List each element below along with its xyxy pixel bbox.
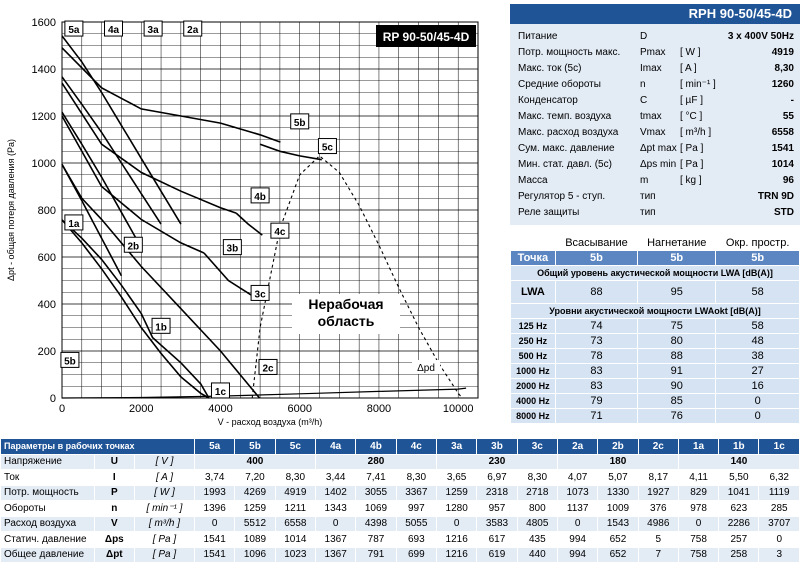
bottom-value: 1993: [195, 485, 235, 501]
spec-unit: [ µF ]: [680, 95, 703, 106]
bottom-value: 699: [396, 547, 436, 563]
y-tick-label: 400: [37, 299, 56, 311]
spec-row: [510, 109, 800, 125]
acoustic-band-freq: 1000 Hz: [511, 364, 556, 379]
y-axis-label: Δpt - общая потеря давления (Pa): [6, 139, 16, 281]
point-label: 3a: [147, 25, 159, 37]
point-label: 5c: [321, 142, 334, 154]
acoustic-point: 5b: [716, 251, 800, 266]
bottom-value: 435: [517, 532, 557, 548]
bottom-value: 758: [678, 532, 718, 548]
acoustic-lwa-value: 95: [638, 281, 716, 304]
acoustic-lwa-label: LWA: [511, 281, 556, 304]
chart-panel: [0, 0, 505, 435]
bottom-row-unit: [ Pa ]: [134, 547, 194, 563]
bottom-row-symbol: Δpt: [94, 547, 134, 563]
bottom-value: 997: [396, 501, 436, 517]
spec-unit: [ Pa ]: [680, 143, 704, 154]
point-label: 1b: [155, 322, 167, 334]
spec-sym: Δpt max: [640, 143, 677, 154]
acoustic-band-value: 0: [716, 394, 800, 409]
bottom-row-unit: [ min⁻¹ ]: [134, 501, 194, 517]
acoustic-band-value: 58: [716, 319, 800, 334]
bottom-point-header: 4a: [316, 439, 356, 455]
bottom-value: 376: [638, 501, 678, 517]
bottom-row-name: Обороты: [1, 501, 95, 517]
acoustic-band-value: 16: [716, 379, 800, 394]
bottom-value: 2286: [719, 516, 759, 532]
bottom-value: 8,30: [275, 470, 315, 486]
bottom-row-name: Общее давление: [1, 547, 95, 563]
bottom-value: 1073: [557, 485, 597, 501]
acoustic-band-value: 80: [638, 334, 716, 349]
spec-row: [510, 61, 800, 77]
bottom-value: 3367: [396, 485, 436, 501]
bottom-value: 3707: [759, 516, 800, 532]
bottom-row-unit: [ V ]: [134, 454, 194, 470]
point-label: 5a: [68, 25, 80, 37]
y-tick-label: 800: [37, 205, 56, 217]
bottom-point-header: 4c: [396, 439, 436, 455]
bottom-value: 1041: [719, 485, 759, 501]
bottom-value: 0: [316, 516, 356, 532]
spec-unit: [ Pa ]: [680, 159, 704, 170]
point-label: 1a: [68, 218, 80, 230]
spec-sym: Vmax: [640, 127, 666, 138]
acoustic-band-value: 83: [555, 364, 637, 379]
spec-row: [510, 125, 800, 141]
acoustic-band-value: 71: [555, 409, 637, 424]
bottom-value: 617: [477, 532, 517, 548]
bottom-value: 1396: [195, 501, 235, 517]
bottom-row-symbol: n: [94, 501, 134, 517]
spec-row: [510, 205, 800, 221]
bottom-value: 5,50: [719, 470, 759, 486]
bottom-row-symbol: P: [94, 485, 134, 501]
spec-label: Мин. стат. давл. (5c): [518, 159, 612, 170]
bottom-value: 5: [638, 532, 678, 548]
bottom-value: 1280: [436, 501, 476, 517]
operating-points-table: [0, 438, 800, 563]
bottom-point-header: 3b: [477, 439, 517, 455]
bottom-value: 2318: [477, 485, 517, 501]
spec-label: Макс. расход воздуха: [518, 127, 619, 138]
bottom-value: 8,17: [638, 470, 678, 486]
bottom-point-header: 5c: [275, 439, 315, 455]
acoustic-band-freq: 4000 Hz: [511, 394, 556, 409]
bottom-value: 3583: [477, 516, 517, 532]
spec-sym: тип: [640, 207, 656, 218]
spec-row: [510, 77, 800, 93]
bottom-value: 0: [759, 532, 800, 548]
spec-sym: tmax: [640, 111, 662, 122]
spec-sym: Imax: [640, 63, 662, 74]
acoustic-band-value: 0: [716, 409, 800, 424]
region-label-line2: область: [317, 313, 375, 329]
bottom-point-header: 1a: [678, 439, 718, 455]
bottom-group-value: 230: [436, 454, 557, 470]
pd-label: Δpd: [417, 363, 435, 374]
bottom-value: 6,32: [759, 470, 800, 486]
bottom-value: 1543: [598, 516, 638, 532]
point-label: 2b: [127, 241, 140, 253]
point-label: 2c: [262, 363, 274, 375]
bottom-value: 0: [678, 516, 718, 532]
bottom-value: 652: [598, 547, 638, 563]
spec-value: 1014: [771, 159, 794, 170]
bottom-value: 285: [759, 501, 800, 517]
bottom-value: 5512: [235, 516, 275, 532]
spec-label: Средние обороты: [518, 79, 601, 90]
point-label: 4a: [107, 25, 120, 37]
point-label: 1c: [214, 386, 227, 398]
bottom-row-symbol: Δps: [94, 532, 134, 548]
bottom-row-symbol: V: [94, 516, 134, 532]
bottom-value: 1119: [759, 485, 800, 501]
bottom-value: 1089: [235, 532, 275, 548]
fan-curve-chart: [0, 0, 505, 435]
spec-sym: m: [640, 175, 649, 186]
spec-row: [510, 93, 800, 109]
bottom-row-unit: [ Pa ]: [134, 532, 194, 548]
acoustic-lwa-value: 58: [716, 281, 800, 304]
acoustic-total-title: Общий уровень акустической мощности LWA [dB(A)]: [511, 266, 800, 281]
spec-unit: [ A ]: [680, 63, 697, 74]
spec-unit: [ m³/h ]: [680, 127, 712, 138]
bottom-value: 1402: [316, 485, 356, 501]
acoustic-point: 5b: [638, 251, 716, 266]
bottom-group-value: 180: [557, 454, 678, 470]
bottom-point-header: 3c: [517, 439, 557, 455]
bottom-value: 4398: [356, 516, 396, 532]
point-label: 2a: [187, 25, 199, 37]
bottom-value: 1343: [316, 501, 356, 517]
bottom-value: 4,07: [557, 470, 597, 486]
bottom-value: 1541: [195, 532, 235, 548]
bottom-point-header: 2a: [557, 439, 597, 455]
spec-unit: [ min⁻¹ ]: [680, 79, 716, 90]
acoustic-band-freq: 8000 Hz: [511, 409, 556, 424]
acoustic-band-value: 73: [555, 334, 637, 349]
bottom-value: 6,97: [477, 470, 517, 486]
acoustic-band-value: 91: [638, 364, 716, 379]
bottom-value: 1259: [436, 485, 476, 501]
bottom-row-name: Расход воздуха: [1, 516, 95, 532]
bottom-value: 4986: [638, 516, 678, 532]
spec-label: Макс. темп. воздуха: [518, 111, 612, 122]
bottom-group-value: 280: [316, 454, 437, 470]
bottom-value: 1216: [436, 532, 476, 548]
acoustic-band-freq: 125 Hz: [511, 319, 556, 334]
spec-sym: тип: [640, 191, 656, 202]
bottom-group-value: 140: [678, 454, 799, 470]
y-tick-label: 1400: [31, 64, 56, 76]
acoustic-band-value: 76: [638, 409, 716, 424]
bottom-value: 0: [557, 516, 597, 532]
bottom-value: 619: [477, 547, 517, 563]
spec-label: Регулятор 5 - ступ.: [518, 191, 606, 202]
bottom-group-value: 400: [195, 454, 316, 470]
bottom-value: 7,20: [235, 470, 275, 486]
acoustic-band-value: 90: [638, 379, 716, 394]
bottom-value: 6558: [275, 516, 315, 532]
spec-label: Конденсатор: [518, 95, 578, 106]
bottom-value: 3: [759, 547, 800, 563]
bottom-value: 693: [396, 532, 436, 548]
bottom-value: 5055: [396, 516, 436, 532]
acoustic-point-label: Точка: [511, 251, 556, 266]
bottom-value: 5,07: [598, 470, 638, 486]
bottom-point-header: 1b: [719, 439, 759, 455]
bottom-row-unit: [ W ]: [134, 485, 194, 501]
spec-sym: Δps min: [640, 159, 677, 170]
bottom-value: 4,11: [678, 470, 718, 486]
bottom-value: 8,30: [517, 470, 557, 486]
acoustic-corner: [511, 236, 556, 251]
acoustic-band-value: 85: [638, 394, 716, 409]
point-label: 5b: [293, 117, 306, 129]
y-tick-label: 200: [37, 346, 56, 358]
acoustic-band-value: 88: [638, 349, 716, 364]
bottom-value: 0: [195, 516, 235, 532]
chart-title: RP 90-50/45-4D: [382, 30, 470, 44]
spec-sym: Pmax: [640, 47, 666, 58]
point-label: 4b: [254, 191, 266, 203]
bottom-value: 1367: [316, 547, 356, 563]
bottom-value: 4919: [275, 485, 315, 501]
spec-value: -: [790, 95, 794, 106]
spec-value: 8,30: [774, 63, 794, 74]
acoustic-octave-title: Уровни акустической мощности LWAokt [dB(A)]: [511, 304, 800, 319]
bottom-row-unit: [ A ]: [134, 470, 194, 486]
bottom-value: 994: [557, 532, 597, 548]
bottom-point-header: 5b: [235, 439, 275, 455]
bottom-point-header: 2b: [598, 439, 638, 455]
bottom-value: 257: [719, 532, 759, 548]
bottom-value: 4269: [235, 485, 275, 501]
spec-unit: [ W ]: [680, 47, 701, 58]
bottom-point-header: 5a: [195, 439, 235, 455]
bottom-value: 994: [557, 547, 597, 563]
bottom-value: 1211: [275, 501, 315, 517]
acoustic-band-value: 75: [638, 319, 716, 334]
spec-value: TRN 9D: [757, 191, 794, 202]
acoustic-band-value: 27: [716, 364, 800, 379]
spec-header: RPH 90-50/45-4D: [510, 4, 800, 24]
spec-label: Масса: [518, 175, 548, 186]
spec-label: Макс. ток (5c): [518, 63, 582, 74]
spec-label: Потр. мощность макс.: [518, 47, 621, 58]
bottom-value: 758: [678, 547, 718, 563]
spec-value: 1260: [771, 79, 794, 90]
spec-sym: C: [640, 95, 648, 106]
bottom-value: 1096: [235, 547, 275, 563]
bottom-row-unit: [ m³/h ]: [134, 516, 194, 532]
acoustic-point: 5b: [555, 251, 637, 266]
y-tick-label: 1200: [31, 111, 56, 123]
spec-unit: [ kg ]: [680, 175, 702, 186]
bottom-value: 829: [678, 485, 718, 501]
spec-value: 96: [782, 175, 794, 186]
bottom-value: 258: [719, 547, 759, 563]
bottom-value: 800: [517, 501, 557, 517]
y-tick-label: 1000: [31, 158, 56, 170]
spec-unit: [ °C ]: [680, 111, 703, 122]
bottom-row-symbol: U: [94, 454, 134, 470]
acoustic-table: [510, 235, 800, 424]
bottom-value: 1259: [235, 501, 275, 517]
spec-sym: D: [640, 31, 648, 42]
bottom-point-header: 4b: [356, 439, 396, 455]
acoustic-band-freq: 2000 Hz: [511, 379, 556, 394]
bottom-row-name: Напряжение: [1, 454, 95, 470]
acoustic-band-value: 38: [716, 349, 800, 364]
bottom-value: 1023: [275, 547, 315, 563]
bottom-value: 1009: [598, 501, 638, 517]
spec-row: [510, 173, 800, 189]
y-tick-label: 600: [37, 252, 56, 264]
spec-row: [510, 45, 800, 61]
acoustic-band-value: 79: [555, 394, 637, 409]
spec-row: [510, 157, 800, 173]
bottom-row-symbol: I: [94, 470, 134, 486]
bottom-value: 2718: [517, 485, 557, 501]
bottom-value: 1069: [356, 501, 396, 517]
bottom-point-header: 2c: [638, 439, 678, 455]
bottom-value: 791: [356, 547, 396, 563]
x-axis-label: V - расход воздуха (m³/h): [217, 417, 323, 427]
bottom-row-name: Ток: [1, 470, 95, 486]
bottom-value: 1137: [557, 501, 597, 517]
bottom-row-name: Статич. давление: [1, 532, 95, 548]
spec-row: [510, 141, 800, 157]
bottom-value: 1927: [638, 485, 678, 501]
x-tick-label: 10000: [442, 403, 474, 415]
bottom-value: 787: [356, 532, 396, 548]
point-label: 5b: [64, 356, 76, 368]
bottom-value: 623: [719, 501, 759, 517]
acoustic-band-value: 83: [555, 379, 637, 394]
acoustic-band-value: 48: [716, 334, 800, 349]
bottom-value: 957: [477, 501, 517, 517]
bottom-value: 1014: [275, 532, 315, 548]
spec-row: [510, 29, 800, 45]
acoustic-col-header: Всасывание: [555, 236, 637, 251]
point-label: 4c: [274, 227, 286, 239]
spec-sym: n: [640, 79, 646, 90]
bottom-value: 3055: [356, 485, 396, 501]
acoustic-band-freq: 250 Hz: [511, 334, 556, 349]
spec-value: 6558: [771, 127, 794, 138]
bottom-point-header: 1c: [759, 439, 800, 455]
acoustic-col-header: Окр. простр.: [716, 236, 800, 251]
bottom-value: 3,44: [316, 470, 356, 486]
x-tick-label: 4000: [208, 403, 233, 415]
spec-value: 4919: [771, 47, 794, 58]
bottom-value: 440: [517, 547, 557, 563]
region-label-line1: Нерабочая: [308, 296, 384, 312]
bottom-value: 1367: [316, 532, 356, 548]
x-tick-label: 0: [58, 403, 66, 415]
point-label: 3b: [226, 243, 239, 255]
bottom-value: 652: [598, 532, 638, 548]
acoustic-col-header: Нагнетание: [638, 236, 716, 251]
spec-label: Питание: [518, 31, 558, 42]
acoustic-band-freq: 500 Hz: [511, 349, 556, 364]
acoustic-lwa-value: 88: [555, 281, 637, 304]
bottom-value: 4805: [517, 516, 557, 532]
bottom-value: 978: [678, 501, 718, 517]
spec-label: Реле защиты: [518, 207, 580, 218]
bottom-value: 3,65: [436, 470, 476, 486]
spec-box: [510, 24, 800, 225]
bottom-value: 1330: [598, 485, 638, 501]
bottom-value: 8,30: [396, 470, 436, 486]
spec-value: 55: [782, 111, 794, 122]
spec-value: 1541: [771, 143, 794, 154]
point-label: 3c: [254, 289, 266, 301]
bottom-point-header: 3a: [436, 439, 476, 455]
y-tick-label: 1600: [31, 17, 56, 29]
bottom-value: 3,74: [195, 470, 235, 486]
acoustic-band-value: 74: [555, 319, 637, 334]
bottom-value: 7,41: [356, 470, 396, 486]
spec-value: 3 x 400V 50Hz: [727, 31, 794, 42]
bottom-value: 1216: [436, 547, 476, 563]
spec-label: Сум. макс. давление: [518, 143, 615, 154]
bottom-value: 1541: [195, 547, 235, 563]
x-tick-label: 2000: [128, 403, 154, 415]
spec-row: [510, 189, 800, 205]
acoustic-band-value: 78: [555, 349, 637, 364]
x-tick-label: 6000: [287, 403, 312, 415]
bottom-title: Параметры в рабочих точках: [1, 439, 195, 455]
y-tick-label: 0: [49, 393, 56, 405]
x-tick-label: 8000: [366, 403, 392, 415]
bottom-row-name: Потр. мощность: [1, 485, 95, 501]
spec-value: STD: [774, 207, 794, 218]
bottom-value: 7: [638, 547, 678, 563]
bottom-value: 0: [436, 516, 476, 532]
